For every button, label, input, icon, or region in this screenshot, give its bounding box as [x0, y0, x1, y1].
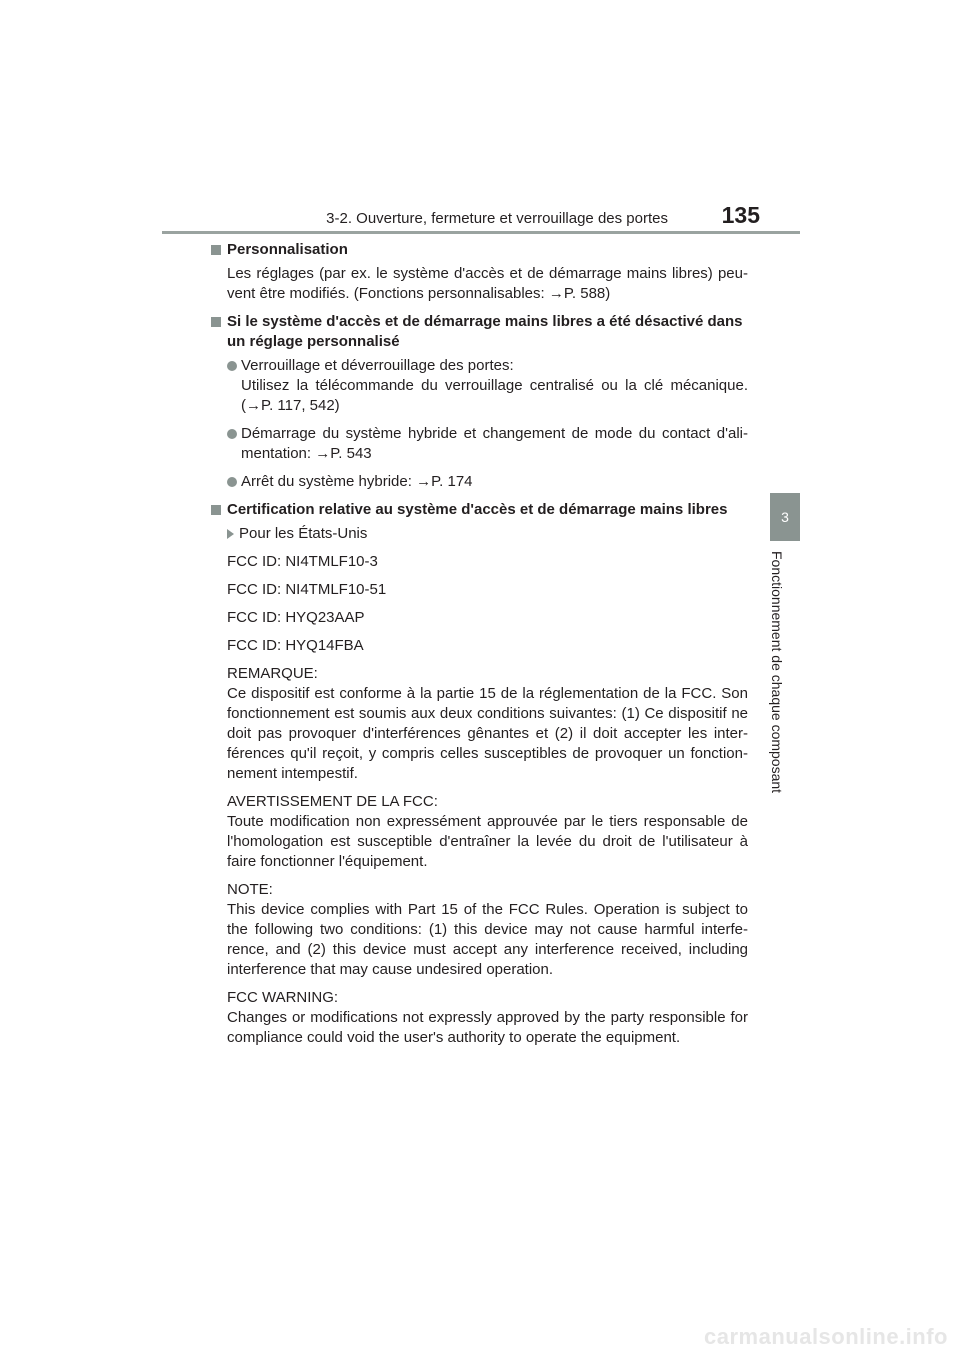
header-rule — [162, 231, 800, 234]
page-header — [160, 200, 800, 234]
triangle-bullet-icon — [227, 529, 234, 539]
bullet-title: Verrouillage et déverrouillage des portes: — [241, 357, 514, 374]
round-bullet-icon — [227, 477, 237, 487]
round-bullet-icon — [227, 361, 237, 371]
block-title: REMARQUE: — [227, 665, 318, 682]
sub-heading — [227, 524, 748, 544]
square-bullet-icon — [211, 505, 221, 515]
list-item — [227, 356, 748, 416]
list-item — [227, 424, 748, 464]
page-content — [211, 240, 748, 1056]
chapter-tab-number: 3 — [770, 493, 800, 541]
fcc-warning-block — [227, 988, 748, 1048]
block-text: This device complies with Part 15 of the FCC Rules. Operation is subject to the following two conditions: (1) this device may not cause harmful interfe-rence, and (2) this device must accept any interference received, including interference that may cause undesired operation. — [227, 901, 748, 978]
square-bullet-icon — [211, 317, 221, 327]
chapter-tab-title: Fonctionnement de chaque composant — [769, 551, 785, 794]
remarque-block — [227, 664, 748, 784]
section-heading — [211, 500, 748, 520]
section-heading — [211, 240, 748, 260]
block-title: FCC WARNING: — [227, 989, 339, 1006]
paragraph: Les réglages (par ex. le système d'accès et de démarrage mains libres) peu-vent être modifiés. (Fonctions personnalisables: →P. 588) — [227, 265, 748, 302]
page-number: 135 — [721, 202, 760, 228]
fcc-id: FCC ID: NI4TMLF10-3 — [227, 553, 378, 570]
heading-text: Personnalisation — [227, 241, 348, 258]
block-title: AVERTISSEMENT DE LA FCC: — [227, 793, 438, 810]
bullet-text: Arrêt du système hybride: →P. 174 — [241, 473, 473, 490]
section-title: 3-2. Ouverture, fermeture et verrouillage des portes — [326, 210, 668, 227]
note-block — [227, 880, 748, 980]
list-item — [227, 472, 748, 492]
fcc-id: FCC ID: HYQ23AAP — [227, 609, 365, 626]
bullet-text: Démarrage du système hybride et changement de mode du contact d'ali-mentation: →P. 543 — [241, 425, 748, 462]
block-text: Ce dispositif est conforme à la partie 15 de la réglementation de la FCC. Son fonctionnement est soumis aux deux conditions suivantes: (1) Ce dispositif ne doit pas provoquer d'interférences gênantes et (2) il doit accepter les inter-férences qu'il reçoit, y compris celles susceptibles de provoquer un fonction-nement intempestif. — [227, 685, 748, 782]
heading-text: Si le système d'accès et de démarrage mains libres a été désactivé dans un réglage personnalisé — [227, 313, 743, 350]
fcc-id: FCC ID: NI4TMLF10-51 — [227, 581, 387, 598]
bullet-text: Utilisez la télécommande du verrouillage centralisé ou la clé mécanique. (→P. 117, 542) — [241, 377, 748, 414]
section-heading — [211, 312, 748, 352]
sub-heading-text: Pour les États-Unis — [239, 525, 368, 542]
fcc-id: FCC ID: HYQ14FBA — [227, 637, 364, 654]
heading-text: Certification relative au système d'accès et de démarrage mains libres — [227, 501, 728, 518]
block-title: NOTE: — [227, 881, 273, 898]
watermark: carmanualsonline.info — [704, 1324, 948, 1349]
round-bullet-icon — [227, 429, 237, 439]
block-text: Toute modification non expressément approuvée par le tiers responsable de l'homologation est susceptible d'entraîner la levée du droit de l'utilisateur à faire fonctionner l'équipement. — [227, 813, 748, 870]
avertissement-block — [227, 792, 748, 872]
block-text: Changes or modifications not expressly approved by the party responsible for compliance could void the user's authority to operate the equipment. — [227, 1009, 748, 1046]
square-bullet-icon — [211, 245, 221, 255]
